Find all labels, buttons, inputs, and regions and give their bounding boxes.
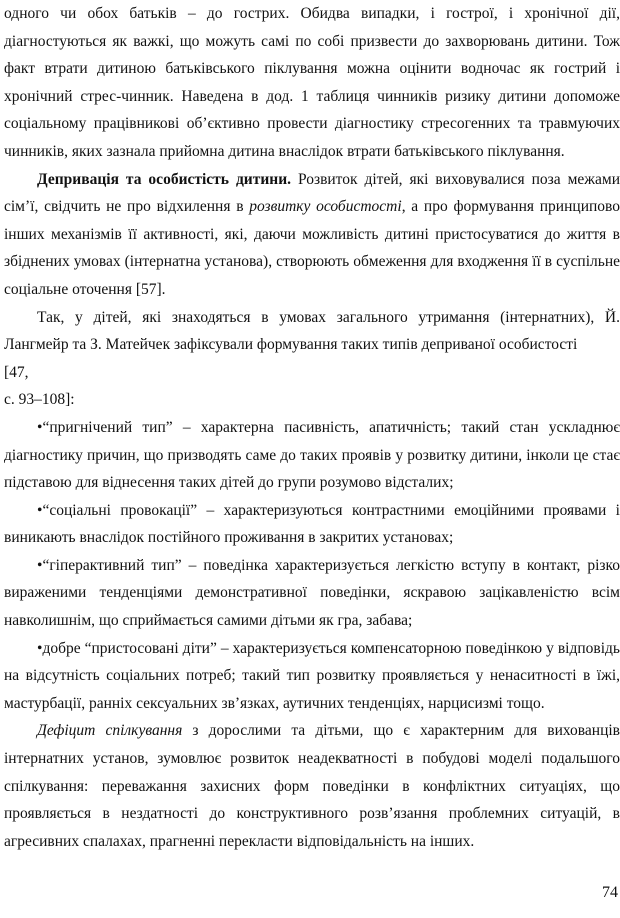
bullet-item-1 bbox=[4, 414, 620, 497]
bullet-text-1: “пригнічений тип” – характерна пасивність, апатичність; такий стан ускладнює діагностику причин, що призводять саме до таких проявів у розвитку дитини, інколи це стає підставою для віднесення таких дітей до групи розумово відсталих; bbox=[4, 418, 620, 492]
paragraph-4-italic: Дефіцит спілкування bbox=[37, 722, 183, 740]
bullet-item-3 bbox=[4, 552, 620, 635]
paragraph-3 bbox=[4, 304, 620, 414]
bullet-item-4 bbox=[4, 635, 620, 718]
paragraph-4 bbox=[4, 717, 620, 855]
paragraph-2-italic: розвитку особистості bbox=[249, 198, 402, 216]
paragraph-3-ref-1: [47, bbox=[4, 363, 29, 381]
bullet-icon: • bbox=[37, 639, 43, 657]
paragraph-3-ref-2: с. 93–108]: bbox=[4, 391, 75, 409]
page-number: 74 bbox=[602, 884, 618, 901]
paragraph-3-text: Так, у дітей, які знаходяться в умовах загального утримання (інтернатних), Й. Лангмейр та З. Матейчек зафіксували формування таких типів деприваної особистості bbox=[4, 308, 620, 354]
body-text bbox=[4, 0, 620, 855]
paragraph-2-text-a: Розвиток дітей, які виховувалися поза межами сім’ї, свідчить не про відхилення в bbox=[4, 170, 620, 216]
bullet-icon: • bbox=[37, 418, 43, 436]
paragraph-1: одного чи обох батьків – до гострих. Обидва випадки, і гострої, і хронічної дії, діагностуються як важкі, що можуть самі по собі призвести до захворювань дитини. Тож факт втрати дитиною батьківського піклування можна оцінити водночас як гострий і хронічний стрес-чинник. Наведена в дод. 1 таблиця чинників ризику дитини допоможе соціальному працівникові об’єктивно провести діагностику стресогенних та травмуючих чинників, яких зазнала прийомна дитина внаслідок втрати батьківського піклування. bbox=[4, 5, 620, 160]
bullet-text-3: “гіперактивний тип” – поведінка характеризується легкістю вступу в контакт, різко вираженими тенденціями демонстративної поведінки, яскравою зацікавленістю всім навколишнім, що сприймається самими дітьми як гра, забава; bbox=[4, 556, 620, 630]
bullet-text-2: “соціальні провокації” – характеризуються контрастними емоційними проявами і виникають внаслідок постійного проживання в закритих установах; bbox=[4, 501, 620, 547]
section-heading: Депривація та особистість дитини. bbox=[37, 170, 291, 188]
bullet-icon: • bbox=[37, 501, 43, 519]
bullet-item-2 bbox=[4, 497, 620, 552]
bullet-text-4: добре “пристосовані діти” – характеризується компенсаторною поведінкою у відповідь на відсутність соціальних потреб; такий тип розвитку проявляється у ненаситності в їжі, мастурбації, ранніх сексуальних зв’язках, аутичних тенденціях, нарцисизмі тощо. bbox=[4, 639, 620, 712]
paragraph-2 bbox=[4, 166, 620, 304]
paragraph-2-text-b: , а про формування принципово інших механізмів її активності, які, даючи можливість дитині пристосуватися до життя в збіднених умовах (інтернатна установа), створюють обмеження для входження її в суспільне соціальне оточення [57]. bbox=[4, 198, 620, 298]
bullet-icon: • bbox=[37, 556, 43, 574]
paragraph-4-text: з дорослими та дітьми, що є характерним для вихованців інтернатних установ, зумовлює розвиток неадекватності в побудові моделі подальшого спілкування: переважання захисних форм поведінки в конфліктних ситуаціях, що проявляється в нездатності до конструктивного розв’язання проблемних ситуацій, в агресивних спалахах, прагненні перекласти відповідальність на інших. bbox=[4, 722, 620, 850]
